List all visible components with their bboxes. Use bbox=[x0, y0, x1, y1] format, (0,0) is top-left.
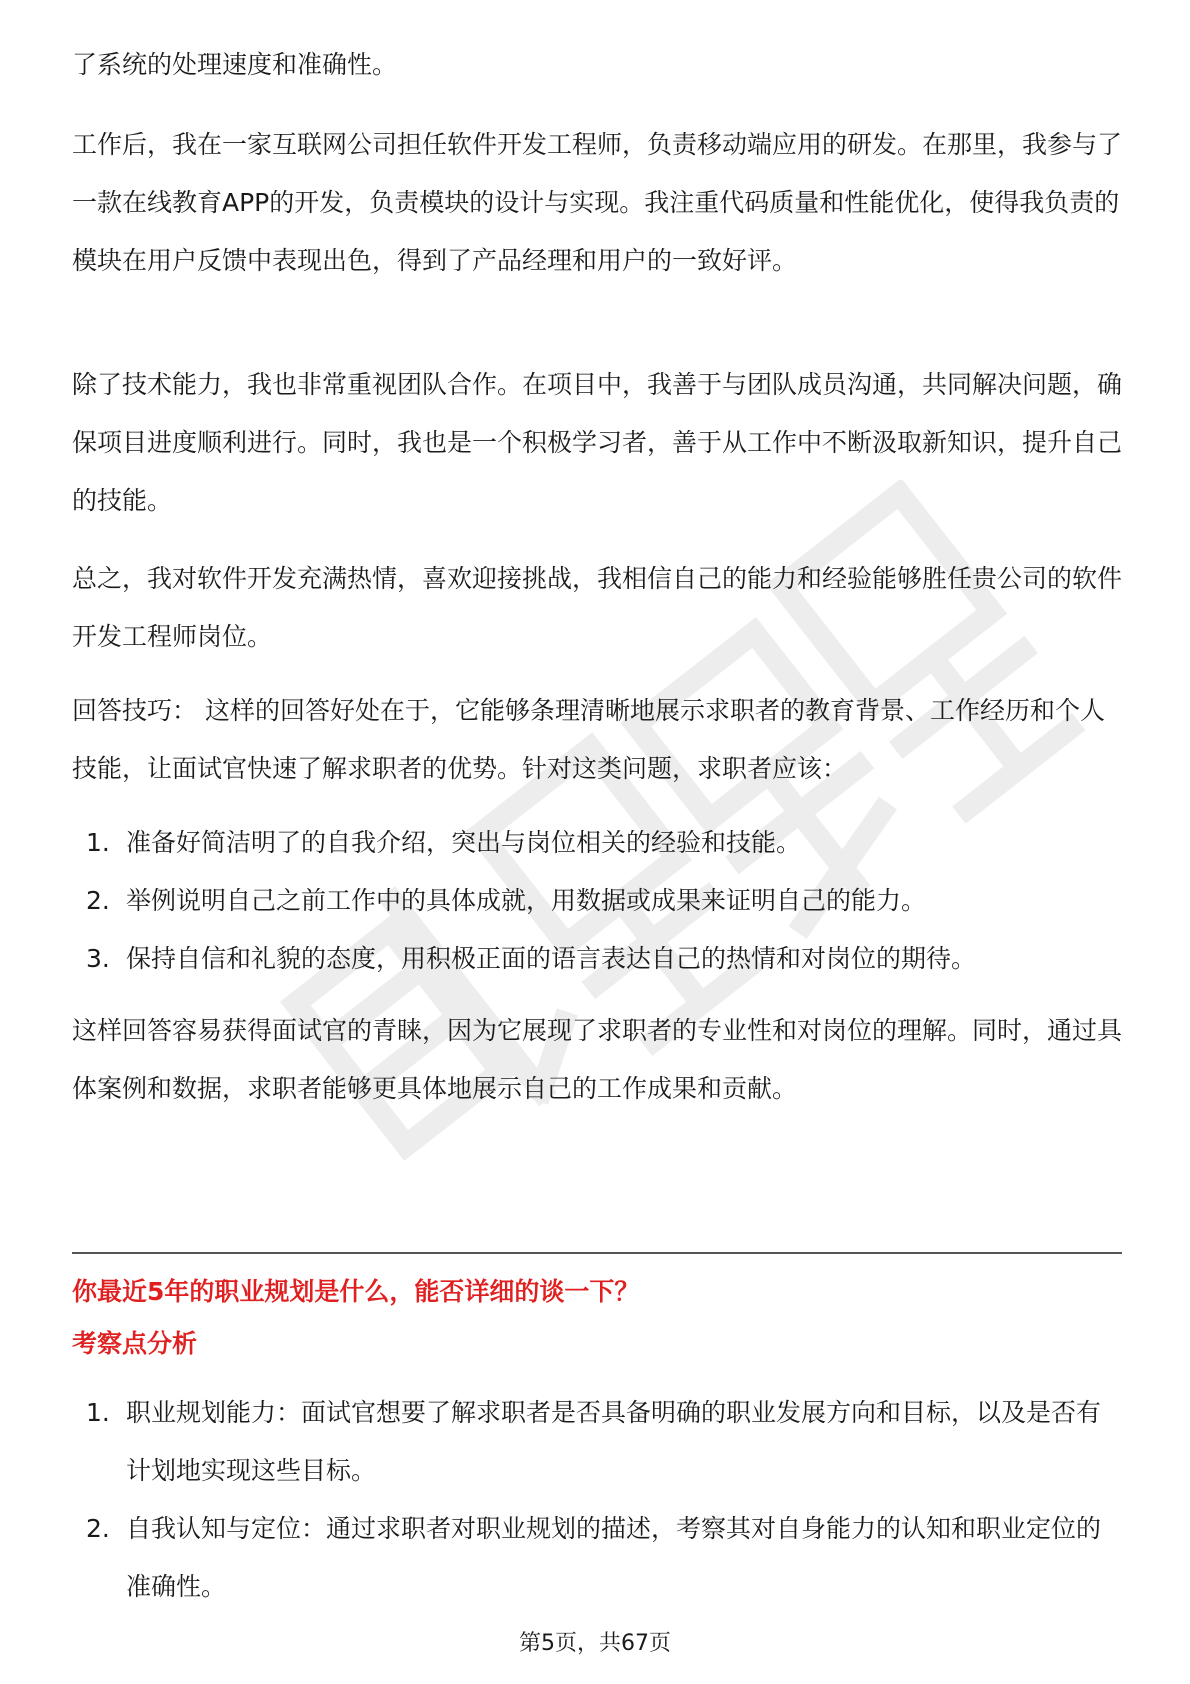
tips-list bbox=[72, 814, 1122, 988]
question-title: 你最近5年的职业规划是什么，能否详细的谈一下？ bbox=[72, 1277, 640, 1306]
paragraph-work-experience: 工作后，我在一家互联网公司担任软件开发工程师，负责移动端应用的研发。在那里，我参与了一款在线教育APP的开发，负责模块的设计与实现。我注重代码质量和性能优化，使得我负责的模块在用户反馈中表现出色，得到了产品经理和用户的一致好评。 bbox=[72, 130, 1123, 275]
section-divider bbox=[72, 1252, 1122, 1254]
list-text: 准备好简洁明了的自我介绍，突出与岗位相关的经验和技能。 bbox=[126, 828, 802, 857]
paragraph-teamwork: 除了技术能力，我也非常重视团队合作。在项目中，我善于与团队成员沟通，共同解决问题，确保项目进度顺利进行。同时，我也是一个积极学习者，善于从工作中不断汲取新知识，提升自己的技能。 bbox=[72, 370, 1123, 515]
section-subtitle: 考察点分析 bbox=[72, 1329, 198, 1358]
list-item bbox=[72, 872, 1122, 930]
paragraph-conclusion: 这样回答容易获得面试官的青睐，因为它展现了求职者的专业性和对岗位的理解。同时，通过具体案例和数据，求职者能够更具体地展示自己的工作成果和贡献。 bbox=[72, 1016, 1123, 1103]
list-text: 自我认知与定位：通过求职者对职业规划的描述，考察其对自身能力的认知和职业定位的准确性。 bbox=[126, 1514, 1102, 1601]
page-footer: 第5页，共67页 bbox=[519, 1631, 671, 1656]
list-number: 3. bbox=[86, 944, 110, 973]
list-text: 保持自信和礼貌的态度，用积极正面的语言表达自己的热情和对岗位的期待。 bbox=[126, 944, 977, 973]
list-number: 1. bbox=[86, 1398, 110, 1427]
list-text: 职业规划能力：面试官想要了解求职者是否具备明确的职业发展方向和目标，以及是否有计划地实现这些目标。 bbox=[126, 1398, 1102, 1485]
list-item bbox=[72, 1500, 1122, 1616]
paragraph-answer-tips: 回答技巧： 这样的回答好处在于，它能够条理清晰地展示求职者的教育背景、工作经历和个人技能，让面试官快速了解求职者的优势。针对这类问题，求职者应该： bbox=[72, 696, 1105, 783]
list-number: 2. bbox=[86, 1514, 110, 1543]
list-number: 1. bbox=[86, 828, 110, 857]
list-item bbox=[72, 930, 1122, 988]
analysis-points-list bbox=[72, 1384, 1122, 1616]
list-text: 举例说明自己之前工作中的具体成就，用数据或成果来证明自己的能力。 bbox=[126, 886, 927, 915]
paragraph-summary: 总之，我对软件开发充满热情，喜欢迎接挑战，我相信自己的能力和经验能够胜任贵公司的软件开发工程师岗位。 bbox=[72, 564, 1123, 651]
list-item bbox=[72, 814, 1122, 872]
list-number: 2. bbox=[86, 886, 110, 915]
list-item bbox=[72, 1384, 1122, 1500]
paragraph-continuation: 了系统的处理速度和准确性。 bbox=[72, 50, 398, 79]
